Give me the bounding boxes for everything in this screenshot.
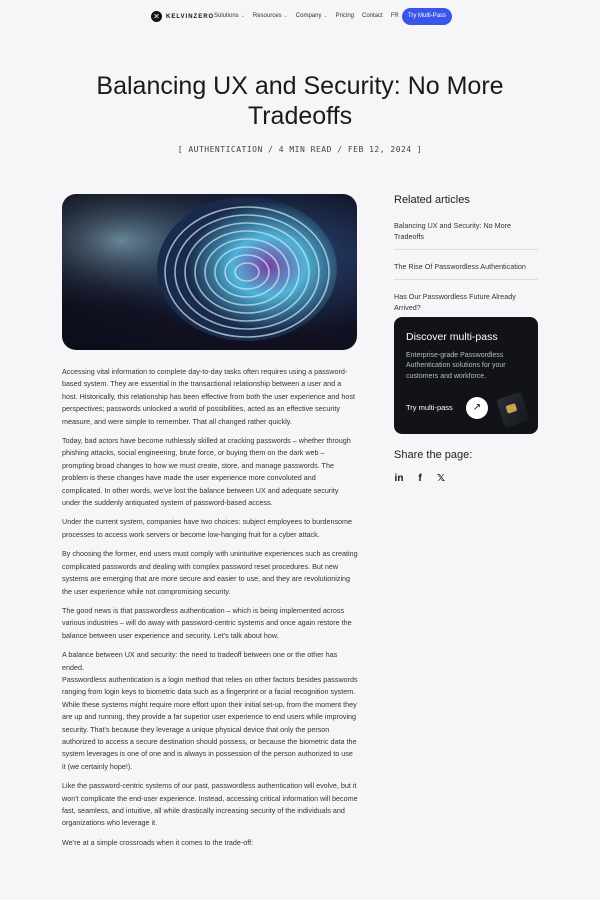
nav-item-company[interactable]: Company ⌄ bbox=[295, 13, 328, 19]
promo-title: Discover multi-pass bbox=[406, 331, 498, 343]
nav-item-pricing[interactable]: Pricing bbox=[335, 13, 355, 19]
nav-item-resources[interactable]: Resources ⌄ bbox=[252, 13, 288, 19]
article-paragraph: Under the current system, companies have two choices: subject employees to burdensome processes to access work servers or become low-hanging fruit for a cyber attack. bbox=[62, 517, 353, 539]
related-articles-heading: Related articles bbox=[394, 194, 470, 206]
top-navigation bbox=[0, 6, 600, 30]
article-paragraph: Like the password-centric systems of our past, passwordless authentication will evolve, but it won’t complicate the end-user experience. Instead, accessing critical information will become fast, seamless, and intuitive, all while drastically increasing security of the individuals and organizations who leverage it. bbox=[62, 781, 358, 828]
article-paragraph: The good news is that passwordless authentication – which is being implemented across various industries – will do away with password-centric systems and once again restore the balance between user experience and security. Let’s talk about how. bbox=[62, 605, 352, 640]
promo-cta-link[interactable]: Try multi-pass bbox=[406, 403, 453, 412]
promo-description: Enterprise-grade Passwordless Authentication solutions for your customers and workforce. bbox=[406, 352, 506, 380]
article-meta: [ AUTHENTICATION / 4 MIN READ / FEB 12, 2024 ] bbox=[177, 145, 423, 154]
fingerprint-image bbox=[62, 194, 357, 350]
related-article-link[interactable]: Balancing UX and Security: No More Tradeoffs bbox=[394, 217, 538, 250]
try-multipass-button[interactable]: Try Multi-Pass bbox=[402, 8, 452, 25]
article-paragraph: We’re at a simple crossroads when it comes to the trade-off: bbox=[62, 837, 254, 847]
article-paragraph: Today, bad actors have become ruthlessly skilled at cracking passwords – whether through phishing attacks, social engineering, brute force, or buying them on the dark web – prompting broad changes to how we must create, store, and manage passwords. The problem is these changes have made the user experience more convoluted and complicated. In other words, we’ve lost the balance between UX and adequate security under the suddenly antiquated system of password-based access. bbox=[62, 436, 351, 508]
nav-item-contact[interactable]: Contact bbox=[362, 13, 383, 19]
chevron-down-icon: ⌄ bbox=[323, 13, 328, 19]
share-heading: Share the page: bbox=[394, 449, 473, 461]
nav-menu bbox=[214, 13, 407, 19]
share-icons bbox=[394, 474, 446, 484]
article-paragraph: A balance between UX and security: the need to tradeoff between one or the other has ended. Passwordless authentication is a login method that relies on other factors besides passwords ranging from login keys to biometric data such as a fingerprint or a facial recognition system. While these systems might require more effort upon their initial set-up, from the moment they are up and running, they provide a far superior user experience to end users while improving security. That’s because they leverage a unique physical device that only the person authorized to access a secure destination should possess, or because the biometric data the system leverages is one of one and is always in possession of the person authorized to use it (we certainly hope!). bbox=[62, 650, 358, 771]
logo-mark-icon: ✕ bbox=[151, 11, 162, 22]
article-paragraph: Accessing vital information to complete day-to-day tasks often requires using a password-based system. They are essential in the transactional relationship between a user and a host. Historically, this relationship has been effective from both the user experience and host perspectives; passwords unlocked a world of possibilities, acted as an effective security measure, and were simple to remember. That all changed rather quickly. bbox=[62, 367, 355, 426]
facebook-icon[interactable]: f bbox=[418, 473, 422, 484]
chevron-down-icon: ⌄ bbox=[240, 13, 245, 19]
chevron-down-icon: ⌄ bbox=[283, 13, 288, 19]
promo-card bbox=[394, 317, 538, 434]
logo-text: KELVINZERO bbox=[166, 13, 215, 20]
language-switch[interactable]: FR bbox=[390, 13, 399, 19]
related-articles-list bbox=[394, 217, 538, 328]
logo[interactable] bbox=[151, 11, 214, 22]
security-card-icon bbox=[496, 392, 530, 429]
arrow-up-right-icon[interactable]: ↗ bbox=[466, 397, 488, 419]
nav-item-solutions[interactable]: Solutions ⌄ bbox=[214, 13, 245, 19]
related-article-link[interactable]: Has Our Passwordless Future Already Arrived? bbox=[394, 292, 516, 312]
article-body bbox=[62, 366, 358, 856]
related-article-link[interactable]: The Rise Of Passwordless Authentication bbox=[394, 258, 538, 280]
article-paragraph: By choosing the former, end users must comply with unintuitive experiences such as creating complicated passwords and dealing with complex password reset procedures. But new systems are emerging that are more secure and easier to use, and they are revolutionizing the user experience while not compromising security. bbox=[62, 549, 358, 596]
page-title: Balancing UX and Security: No More Tradeoffs bbox=[96, 72, 504, 130]
linkedin-icon[interactable]: in bbox=[394, 473, 404, 484]
x-icon[interactable]: 𝕏 bbox=[436, 473, 446, 484]
